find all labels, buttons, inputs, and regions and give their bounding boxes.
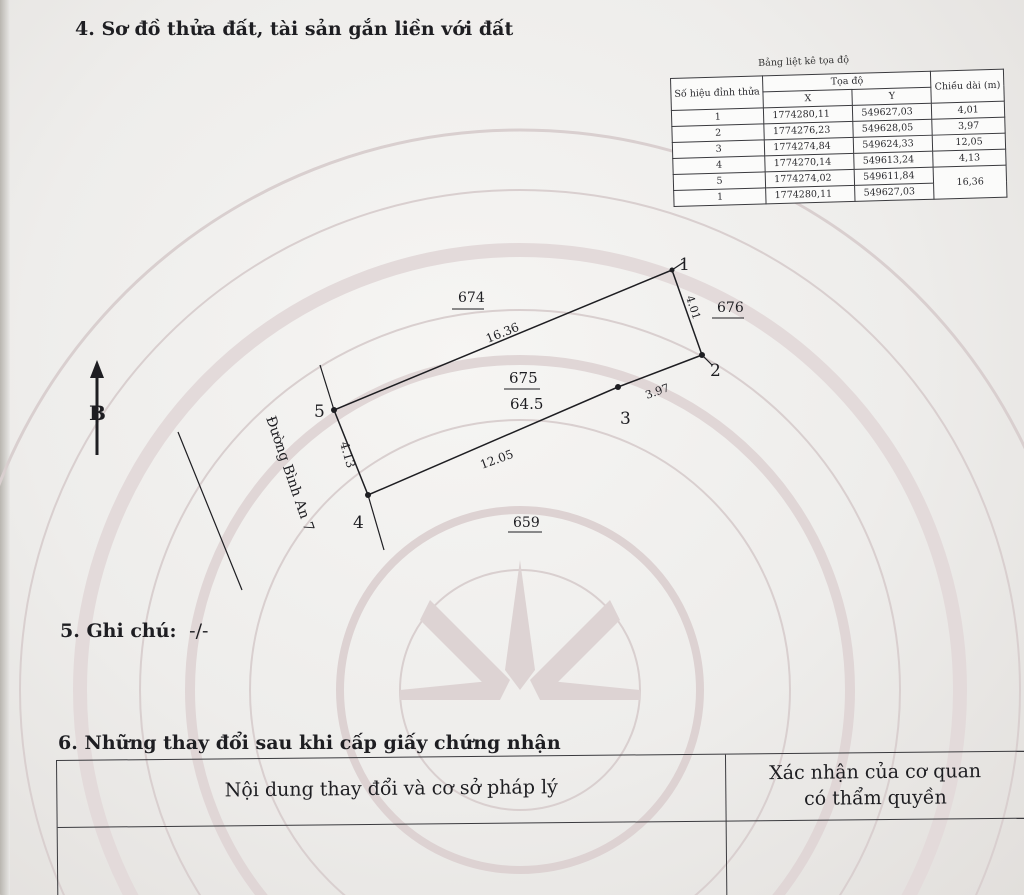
edge-length: 3.97: [643, 381, 672, 402]
cell-y: 549611,84: [854, 167, 933, 185]
cell-x: 1774274,02: [766, 169, 855, 187]
road-edge-line: [178, 432, 242, 590]
cell-y: 549627,03: [855, 183, 934, 201]
vertex-dot: [331, 407, 337, 413]
header-x: X: [763, 89, 852, 107]
edge-length: 12.05: [478, 446, 516, 472]
cell-point: 4: [673, 156, 766, 175]
parcel-number: 675: [509, 369, 538, 387]
vertex-label: 5: [314, 402, 325, 422]
cell-point: 1: [674, 188, 767, 207]
cell-x: 1774274,84: [765, 137, 854, 155]
north-arrow: [89, 360, 106, 455]
coord-table-title: Bảng liệt kê tọa độ: [758, 54, 850, 69]
header-point: Số hiệu đỉnh thửa: [671, 76, 764, 111]
cell-length: 4,13: [933, 149, 1006, 167]
confirmation-line-1: Xác nhận của cơ quan: [769, 760, 982, 785]
boundary-extension: [368, 495, 384, 550]
changes-table: [56, 750, 1024, 895]
section-6-heading: 6. Những thay đổi sau khi cấp giấy chứng nhận: [58, 732, 561, 754]
vertex-label: 1: [679, 255, 690, 275]
confirmation-line-2: có thẩm quyền: [803, 786, 947, 810]
cell-x: 1774270,14: [765, 153, 854, 171]
cell-x: 1774280,11: [766, 185, 855, 203]
cell-point: 3: [672, 140, 765, 159]
edge-length: 16.36: [483, 319, 521, 346]
cell-y: 549613,24: [854, 151, 933, 169]
cell-point: 5: [673, 172, 766, 191]
cell-point: 1: [671, 108, 764, 127]
neighbor-parcel-bottom: 659: [513, 515, 540, 531]
cell-length: 4,01: [932, 101, 1005, 119]
cell-length: 16,36: [933, 165, 1007, 199]
vertex-label: 3: [620, 409, 631, 429]
neighbor-parcel-top: 674: [458, 290, 485, 306]
vertex-dot: [670, 268, 675, 273]
header-y: Y: [852, 87, 931, 105]
vertex-dot: [615, 384, 621, 390]
cell-length: 3,97: [932, 117, 1005, 135]
vertex-label: 4: [353, 513, 364, 533]
edge-length: 4.01: [683, 293, 704, 322]
vertex-label: 2: [710, 361, 721, 381]
cell-length: 12,05: [933, 133, 1006, 151]
changes-col-confirmation: [725, 758, 1024, 813]
note-label: 5. Ghi chú:: [60, 620, 177, 642]
section-4-heading: 4. Sơ đồ thửa đất, tài sản gắn liền với đất: [75, 18, 514, 40]
cell-y: 549624,33: [854, 135, 933, 153]
header-coord: Tọa độ: [763, 71, 931, 92]
cell-point: 2: [672, 124, 765, 143]
changes-col-content: Nội dung thay đổi và cơ sở pháp lý: [224, 776, 558, 802]
section-5-heading: [60, 620, 208, 642]
vertex-dot: [365, 492, 371, 498]
note-value: -/-: [189, 620, 209, 642]
cell-x: 1774276,23: [764, 121, 853, 139]
cell-y: 549628,05: [853, 119, 932, 137]
parcel-area: 64.5: [510, 395, 544, 413]
cell-x: 1774280,11: [764, 105, 853, 123]
vertex-dot: [699, 352, 705, 358]
neighbor-parcel-right: 676: [717, 300, 744, 316]
edge-length: 4.13: [337, 439, 358, 470]
north-label: B: [89, 401, 106, 425]
table-divider: [58, 817, 1024, 828]
cell-y: 549627,03: [853, 103, 932, 121]
header-length: Chiều dài (m): [931, 69, 1005, 103]
road-name: Đường Bình An 7: [262, 414, 317, 534]
